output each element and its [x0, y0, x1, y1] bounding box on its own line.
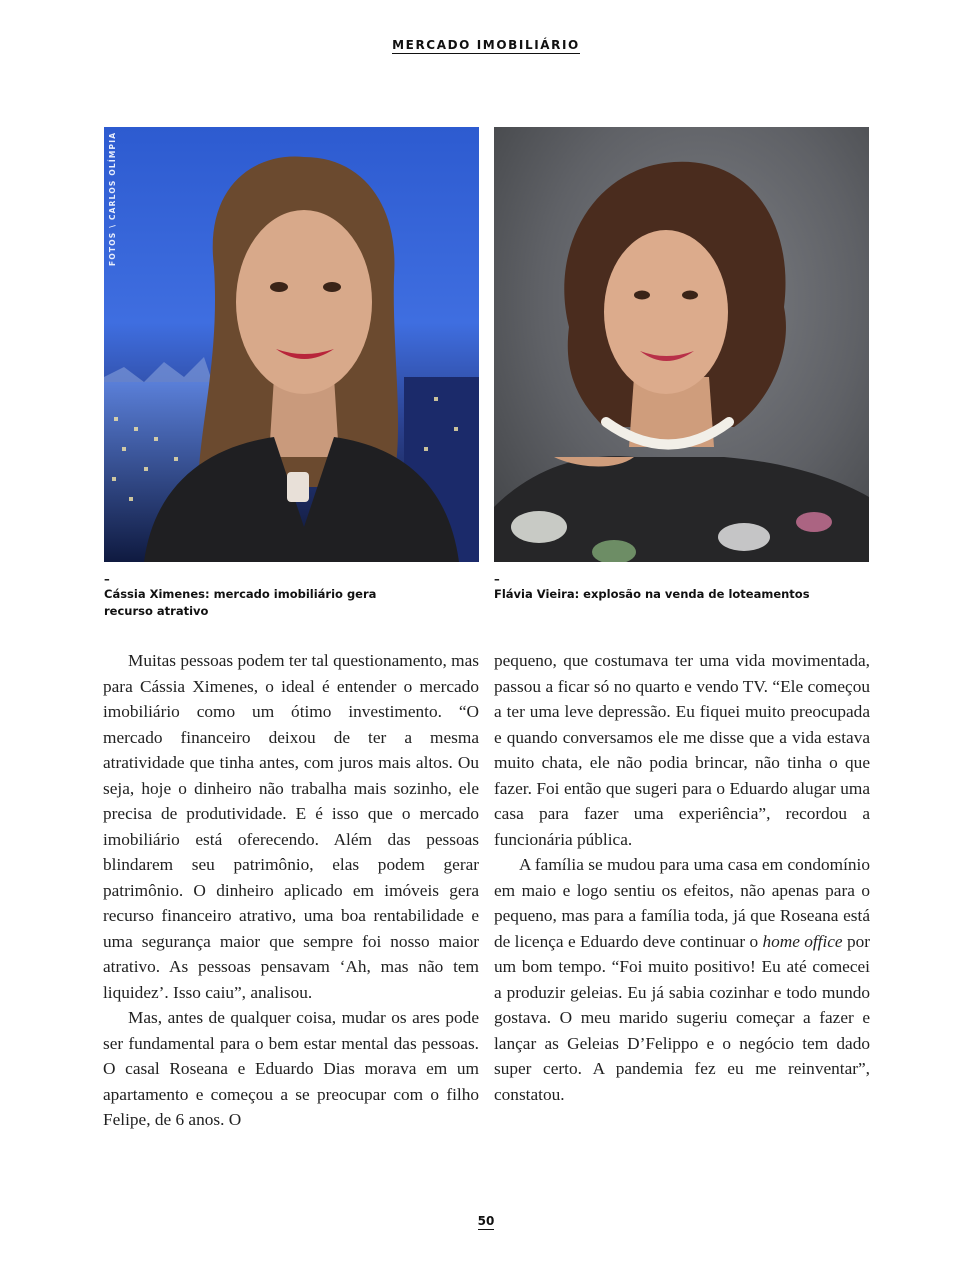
article-paragraph: pequeno, que costumava ter uma vida movimentada, passou a ficar só no quarto e vendo TV. “Ele começou a ter uma leve depressão. Eu fiquei muito preocupada e quando conversamos ele me disse que a vida estava muito chata, ele não podia brincar, não tinha o que fazer. Foi então que sugeri para o Eduardo alugar uma casa para fazer uma experiência”, recordou a funcionária pública.: [494, 651, 870, 849]
photo-credit: [106, 130, 126, 270]
article-column-left: [103, 648, 479, 1133]
portrait-illustration-left: [104, 127, 479, 562]
section-title-text: MERCADO IMOBILIÁRIO: [392, 38, 580, 52]
photo-cassia-ximenes: [104, 127, 479, 562]
article-emphasis: home office: [762, 931, 843, 951]
caption-left: [104, 572, 424, 620]
caption-dash: –: [104, 572, 110, 586]
article-text: por um bom tempo. “Foi muito positivo! Eu até comecei a produzir geleias. Eu já sabia cozinhar e todo mundo gostava. O meu marido sugeriu começar a fazer e lançar as Geleias D’Felippo e o negócio tem dado super certo. A pandemia fez eu me reinventar”, constatou.: [494, 931, 870, 1104]
caption-right-text: Flávia Vieira: explosão na venda de loteamentos: [494, 587, 810, 601]
photo-credit-text: FOTOS \ CARLOS OLÍMPIA: [108, 131, 117, 266]
article-paragraph: Muitas pessoas podem ter tal questionamento, mas para Cássia Ximenes, o ideal é entender o mercado imobiliário como um ótimo investimento. “O mercado financeiro deixou de ter a mesma atratividade que tinha antes, com juros mais altos. Ou seja, hoje o dinheiro não trabalha mais sozinho, ele precisa de produtividade. E é isso que o mercado imobiliário está oferecendo. Além das pessoas blindarem seu patrimônio, elas podem gerar patrimônio. O dinheiro aplicado em imóveis gera recurso financeiro atrativo, uma boa rentabilidade e uma segurança maior que sempre foi nosso maior atrativo. As pessoas pensavam ‘Ah, mas não tem liquidez’. Isso caiu”, analisou.: [103, 651, 479, 1002]
caption-dash: –: [494, 572, 500, 586]
article-column-right: [494, 648, 870, 1107]
caption-right: [494, 572, 814, 603]
article-paragraph: [494, 852, 870, 1107]
section-title: [0, 38, 972, 52]
page-number-text: 50: [477, 1214, 495, 1228]
caption-left-text: Cássia Ximenes: mercado imobiliário gera recurso atrativo: [104, 587, 377, 618]
page-number: [0, 1214, 972, 1228]
portrait-illustration-right: [494, 127, 869, 562]
article-text: A família se mudou para uma casa em condomínio em maio e logo sentiu os efeitos, não apenas para o pequeno, mas para a família toda, já que Roseana está de licença e Eduardo deve continuar o: [494, 855, 870, 951]
photo-flavia-vieira: [494, 127, 869, 562]
article-paragraph: Mas, antes de qualquer coisa, mudar os ares pode ser fundamental para o bem estar mental das pessoas. O casal Roseana e Eduardo Dias morava em um apartamento e começou a se preocupar com o filho Felipe, de 6 anos. O: [103, 1008, 479, 1129]
